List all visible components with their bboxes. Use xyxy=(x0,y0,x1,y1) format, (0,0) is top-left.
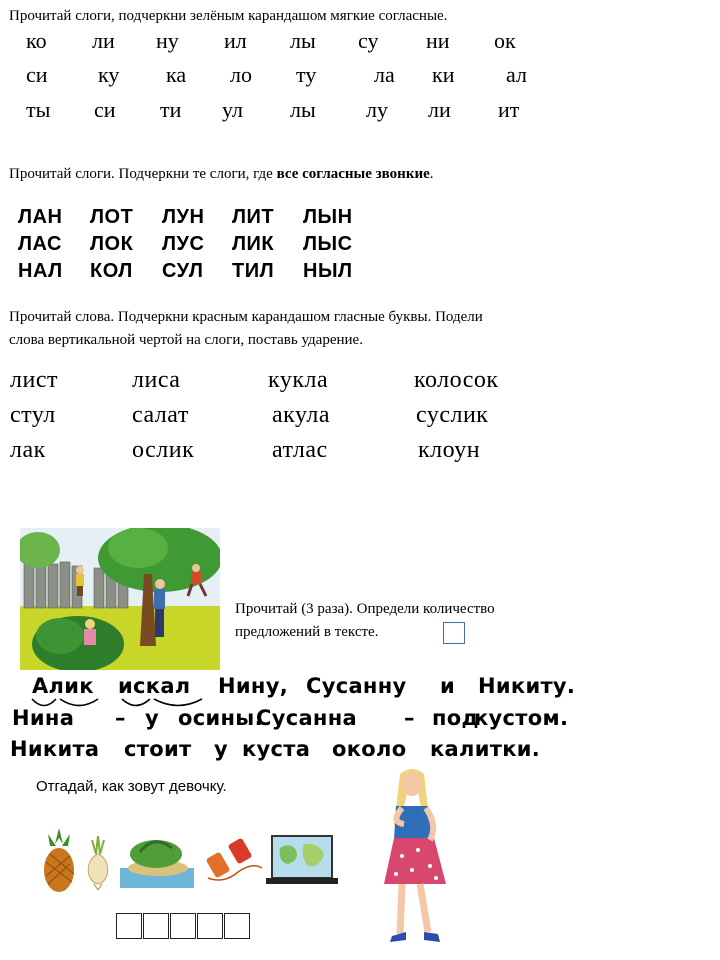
syllable: ок xyxy=(494,28,516,53)
story-word: Никиту. xyxy=(478,674,576,698)
syllable: лы xyxy=(290,28,316,53)
syllable-caps: ЛИК xyxy=(232,233,275,255)
syllable-caps: ЛАН xyxy=(18,206,63,228)
exercise2-instruction-end: . xyxy=(429,166,434,182)
story-word: у xyxy=(145,706,159,730)
girl-illustration xyxy=(372,766,458,952)
answer-cell[interactable] xyxy=(170,913,196,939)
island-icon xyxy=(120,832,194,888)
story-word: куста xyxy=(242,737,311,761)
answer-cell[interactable] xyxy=(197,913,223,939)
syllable: ни xyxy=(426,28,450,53)
story-word: и xyxy=(440,674,456,698)
story-word: кустом. xyxy=(474,706,569,730)
story-word: Нина xyxy=(12,706,75,730)
word: стул xyxy=(10,402,56,428)
syllable: ил xyxy=(224,28,247,53)
park-illustration xyxy=(20,528,220,670)
syllable-arc xyxy=(32,699,56,706)
syllable-caps: НАЛ xyxy=(18,260,63,282)
syllable: ти xyxy=(160,97,182,122)
syllable-caps: ЛОТ xyxy=(90,206,134,228)
syllable: ки xyxy=(432,62,455,87)
syllable-caps: ЛУН xyxy=(162,206,205,228)
story-word: стоит xyxy=(124,737,192,761)
pineapple-icon xyxy=(40,826,78,894)
syllable: ту xyxy=(296,62,317,87)
syllable-arc xyxy=(154,699,202,706)
story-word: Сусанну xyxy=(306,674,407,698)
syllable: си xyxy=(94,97,116,122)
syllable: ли xyxy=(428,97,451,122)
story-word: Сусанна xyxy=(256,706,358,730)
word: клоун xyxy=(418,437,481,463)
word: кукла xyxy=(268,367,329,393)
story-word: искал xyxy=(118,674,191,698)
exercise2-instruction xyxy=(9,165,434,184)
story-word: у xyxy=(214,737,228,761)
word: суслик xyxy=(416,402,489,428)
syllable: ко xyxy=(26,28,47,53)
story-word: – xyxy=(404,706,415,730)
syllable-arc xyxy=(122,699,150,706)
story-word: осины. xyxy=(178,706,263,730)
exercise3-instruction-line2: слова вертикальной чертой на слоги, поставь ударение. xyxy=(9,332,363,348)
syllable: си xyxy=(26,62,48,87)
syllable-caps: ТИЛ xyxy=(232,260,275,282)
syllable-caps: КОЛ xyxy=(90,260,133,282)
syllable: ул xyxy=(222,97,244,122)
syllable: ка xyxy=(166,62,187,87)
exercise2-instruction-text: Прочитай слоги. Подчеркни те слоги, где xyxy=(9,166,277,182)
syllable: лу xyxy=(366,97,388,122)
word: лак xyxy=(10,437,46,463)
word: салат xyxy=(132,402,189,428)
thread-spools-icon xyxy=(204,834,264,886)
syllable-caps: СУЛ xyxy=(162,260,204,282)
story-word: под xyxy=(432,706,479,730)
syllable-arc xyxy=(60,699,98,706)
syllable: ла xyxy=(374,62,395,87)
story-word: Никита xyxy=(10,737,100,761)
syllable: ит xyxy=(498,97,520,122)
syllable: ку xyxy=(98,62,120,87)
map-icon xyxy=(266,834,338,886)
exercise4-instruction-line1: Прочитай (3 раза). Определи количество xyxy=(235,601,495,617)
syllable-arcs xyxy=(26,696,226,712)
syllable: ло xyxy=(230,62,252,87)
story-word: – xyxy=(115,706,126,730)
story-word: калитки. xyxy=(430,737,541,761)
sentence-count-box[interactable] xyxy=(443,622,465,644)
syllable: су xyxy=(358,28,379,53)
story-word: Алик xyxy=(32,674,94,698)
answer-cell[interactable] xyxy=(143,913,169,939)
syllable-caps: ЛОК xyxy=(90,233,134,255)
exercise2-instruction-bold: все согласные звонкие xyxy=(276,166,430,182)
word: акула xyxy=(272,402,331,428)
answer-cell[interactable] xyxy=(116,913,142,939)
syllable-caps: ЛИТ xyxy=(232,206,275,228)
syllable-caps: ЛАС xyxy=(18,233,62,255)
syllable-caps: ЛУС xyxy=(162,233,205,255)
syllable: лы xyxy=(290,97,316,122)
syllable: ал xyxy=(506,62,527,87)
syllable-caps: ЛЫС xyxy=(303,233,353,255)
exercise1-instruction: Прочитай слоги, подчеркни зелёным карандашом мягкие согласные. xyxy=(9,8,448,24)
onion-icon xyxy=(82,834,114,890)
syllable: ты xyxy=(26,97,51,122)
exercise3-instruction-line1: Прочитай слова. Подчеркни красным карандашом гласные буквы. Подели xyxy=(9,309,483,325)
exercise4-instruction-line2: предложений в тексте. xyxy=(235,624,379,640)
syllable: ну xyxy=(156,28,179,53)
answer-cell[interactable] xyxy=(224,913,250,939)
syllable-caps: НЫЛ xyxy=(303,260,353,282)
story-word: около xyxy=(332,737,407,761)
syllable-caps: ЛЫН xyxy=(303,206,353,228)
story-word: Нину, xyxy=(218,674,288,698)
word: лиса xyxy=(132,367,181,393)
syllable: ли xyxy=(92,28,115,53)
riddle-text: Отгадай, как зовут девочку. xyxy=(36,778,227,795)
word: ослик xyxy=(132,437,195,463)
word: атлас xyxy=(272,437,328,463)
word: колосок xyxy=(414,367,499,393)
word: лист xyxy=(10,367,58,393)
